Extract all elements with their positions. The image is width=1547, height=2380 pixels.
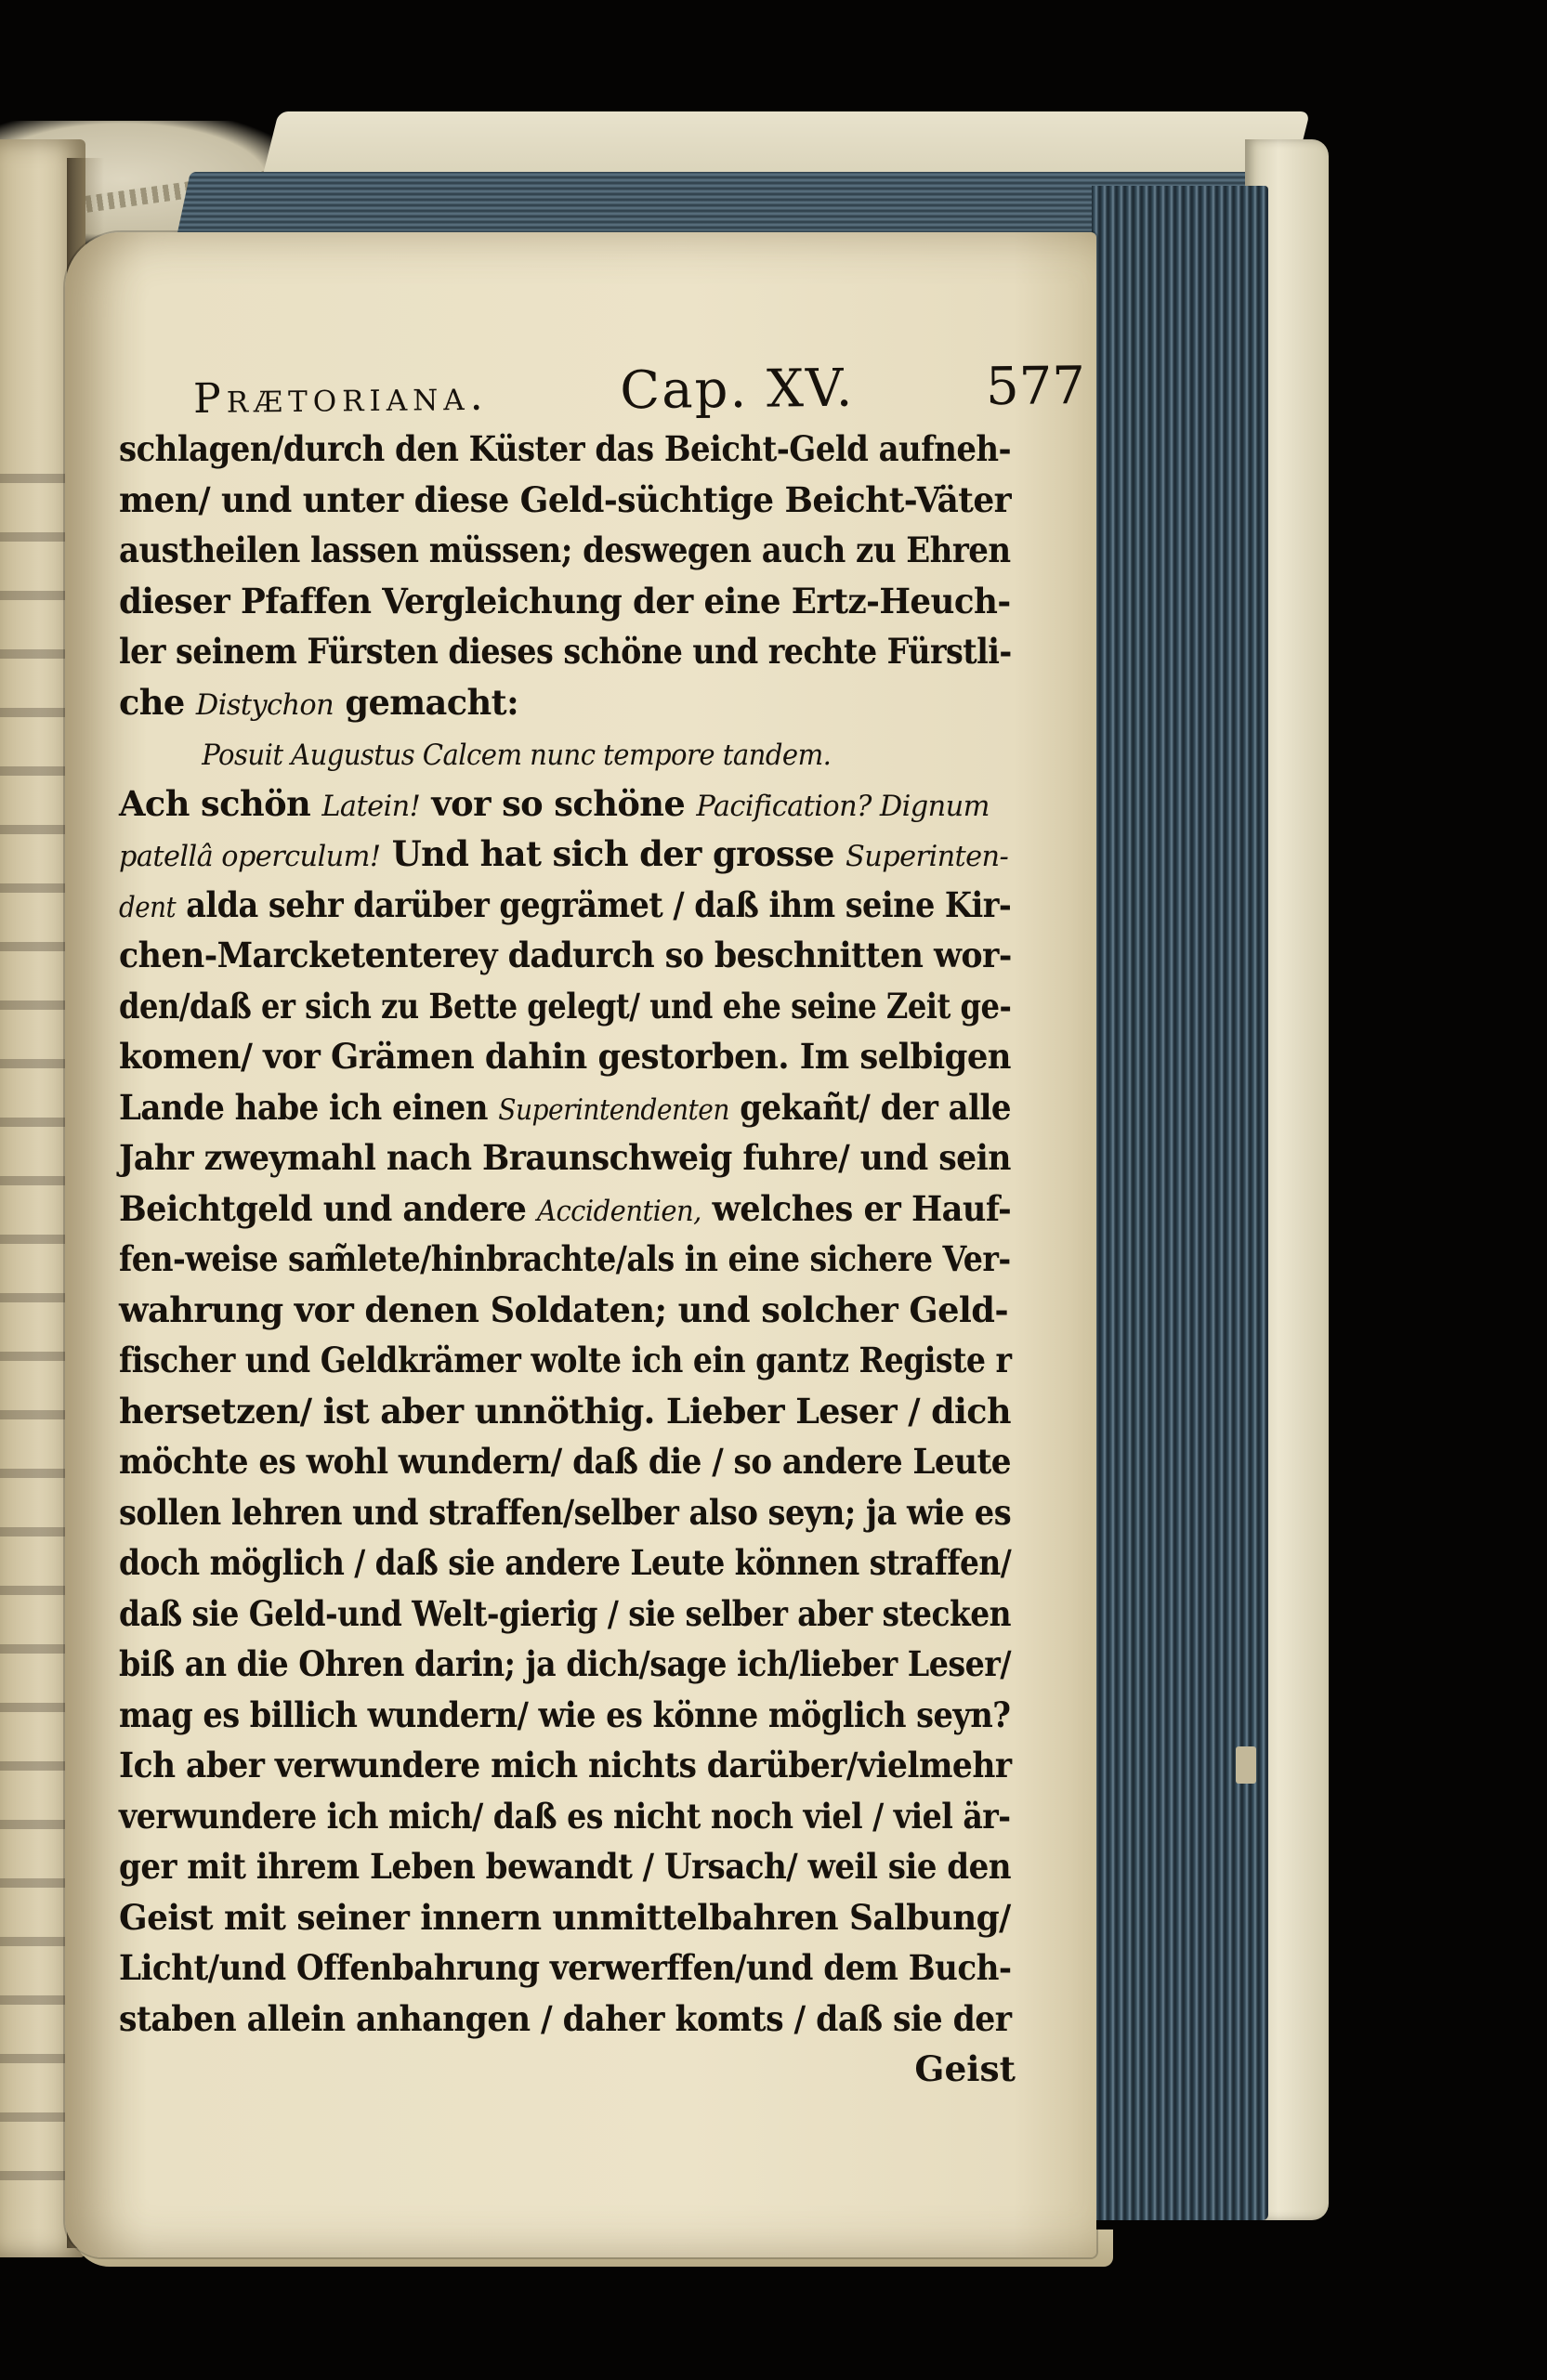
text-line xyxy=(119,1791,1011,1842)
line-text: den/daß er sich zu Bette gelegt/ und ehe seine Zeit ge- xyxy=(119,985,1012,1027)
line-text: daß sie Geld-und Welt-gierig / sie selber aber stecken xyxy=(119,1592,1011,1634)
text-line xyxy=(119,829,1011,880)
text-line xyxy=(119,1740,1012,1791)
page-number: 577 xyxy=(985,355,1086,418)
line-text: Ich aber verwundere mich nichts darüber/vielmehr xyxy=(119,1745,1012,1785)
line-text: Beichtgeld und andere xyxy=(119,1187,538,1229)
line-text: men/ und unter diese Geld-süchtige Beicht-Väter xyxy=(119,478,1012,520)
text-line xyxy=(119,1994,1012,2045)
text-line xyxy=(119,576,1011,627)
line-text: Ach schön xyxy=(119,782,322,824)
text-line xyxy=(119,424,1012,475)
text-line xyxy=(119,475,1012,526)
previous-page-text-fragments xyxy=(0,446,72,2211)
italic-text: Latein! xyxy=(321,789,421,823)
line-text: möchte es wohl wundern/ daß die / so andere Leute xyxy=(119,1441,1011,1482)
text-line xyxy=(119,880,1012,931)
line-text: welches er Hauf- xyxy=(701,1187,1012,1229)
text-line xyxy=(119,981,1012,1032)
text-line xyxy=(119,1234,1011,1285)
text-line xyxy=(119,1335,1012,1386)
text-line xyxy=(119,677,1011,728)
line-text: fischer und Geldkrämer wolte ich ein gantz Registe r xyxy=(119,1340,1012,1380)
page-text-block xyxy=(119,355,1086,2094)
text-line xyxy=(119,930,1012,981)
line-text: doch möglich / daß sie andere Leute können straffen/ xyxy=(119,1542,1012,1583)
line-text: Licht/und Offenbahrung verwerffen/und dem Buch- xyxy=(119,1947,1012,1988)
line-text: che xyxy=(119,681,196,723)
chapter-label: Cap. XV. xyxy=(619,358,855,422)
line-text: ger mit ihrem Leben bewandt / Ursach/ weil sie den xyxy=(119,1846,1012,1887)
line-text: sollen lehren und straffen/selber also seyn; ja wie es xyxy=(119,1491,1012,1533)
page-block-fore-edge xyxy=(1092,186,1268,2220)
text-line xyxy=(119,1082,1011,1133)
line-text: gemacht: xyxy=(334,681,519,723)
line-text: alda sehr darüber gegrämet / daß ihm seine Kir- xyxy=(176,883,1012,925)
text-line xyxy=(119,1386,1011,1437)
body-text xyxy=(119,424,1029,2044)
italic-text: dent xyxy=(119,890,177,924)
line-text: wahrung vor denen Soldaten; und solcher Geld- xyxy=(119,1288,1009,1330)
italic-text: Superinten- xyxy=(846,840,1009,873)
italic-text: patellâ operculum! xyxy=(119,840,381,873)
page-tab xyxy=(1236,1746,1256,1784)
line-text: Lande habe ich einen xyxy=(119,1086,499,1128)
text-line xyxy=(119,1892,1011,1943)
line-text: Und hat sich der grosse xyxy=(380,833,846,874)
text-line xyxy=(119,1690,1011,1741)
line-text: hersetzen/ ist aber unnöthig. Lieber Leser / dich xyxy=(119,1390,1011,1432)
running-head-title: Prætoriana. xyxy=(192,372,489,424)
line-text: ler seinem Fürsten dieses schöne und rechte Fürstli- xyxy=(119,631,1012,672)
line-text: komen/ vor Grämen dahin gestorben. Im selbigen xyxy=(119,1036,1011,1077)
text-line xyxy=(119,1132,1011,1183)
text-line xyxy=(119,1537,1012,1589)
text-line xyxy=(119,778,1011,830)
line-text: gekañt/ der alle xyxy=(728,1086,1011,1128)
line-text: Geist mit seiner innern unmittelbahren Salbung/ xyxy=(119,1896,1011,1938)
running-head xyxy=(193,356,1086,423)
text-line xyxy=(119,727,974,778)
text-line xyxy=(119,626,1012,677)
line-text: vor so schöne xyxy=(420,782,697,824)
text-line xyxy=(119,1841,1012,1892)
text-line xyxy=(119,1942,1012,1994)
text-line xyxy=(119,1639,1011,1690)
text-line xyxy=(119,1436,1011,1487)
italic-text: Pacification? Dignum xyxy=(696,789,990,823)
line-text: fen-weise sam̃lete/hinbrachte/als in eine sichere Ver- xyxy=(119,1238,1011,1279)
line-text: Jahr zweymahl nach Braunschweig fuhre/ und sein xyxy=(119,1137,1011,1178)
text-line xyxy=(119,1031,1011,1082)
line-text: biß an die Ohren darin; ja dich/sage ich/lieber Leser/ xyxy=(119,1643,1011,1684)
line-text: verwundere ich mich/ daß es nicht noch viel / viel är- xyxy=(119,1795,1011,1837)
italic-text: Superintendenten xyxy=(498,1092,729,1127)
line-text: chen-Marcketenterey dadurch so beschnitten wor- xyxy=(119,935,1012,975)
line-text: staben allein anhangen / daher komts / daß sie der xyxy=(119,1997,1012,2039)
text-line xyxy=(119,1183,1012,1235)
line-text: dieser Pfaffen Vergleichung der eine Ertz-Heuch- xyxy=(119,580,1011,621)
text-line xyxy=(119,1285,1011,1336)
line-text: austheilen lassen müssen; deswegen auch zu Ehren xyxy=(119,530,1011,570)
line-text: schlagen/durch den Küster das Beicht-Geld aufneh- xyxy=(119,428,1012,469)
line-text: mag es billich wundern/ wie es könne möglich seyn? xyxy=(119,1693,1011,1735)
text-line xyxy=(119,1487,1012,1538)
italic-text: Accidentien, xyxy=(537,1194,701,1228)
catchword: Geist xyxy=(914,2048,1016,2089)
text-line xyxy=(119,525,1011,576)
text-line xyxy=(119,1589,1011,1640)
italic-text: Distychon xyxy=(195,687,334,722)
italic-text: Posuit Augustus Calcem nunc tempore tandem. xyxy=(202,739,832,772)
